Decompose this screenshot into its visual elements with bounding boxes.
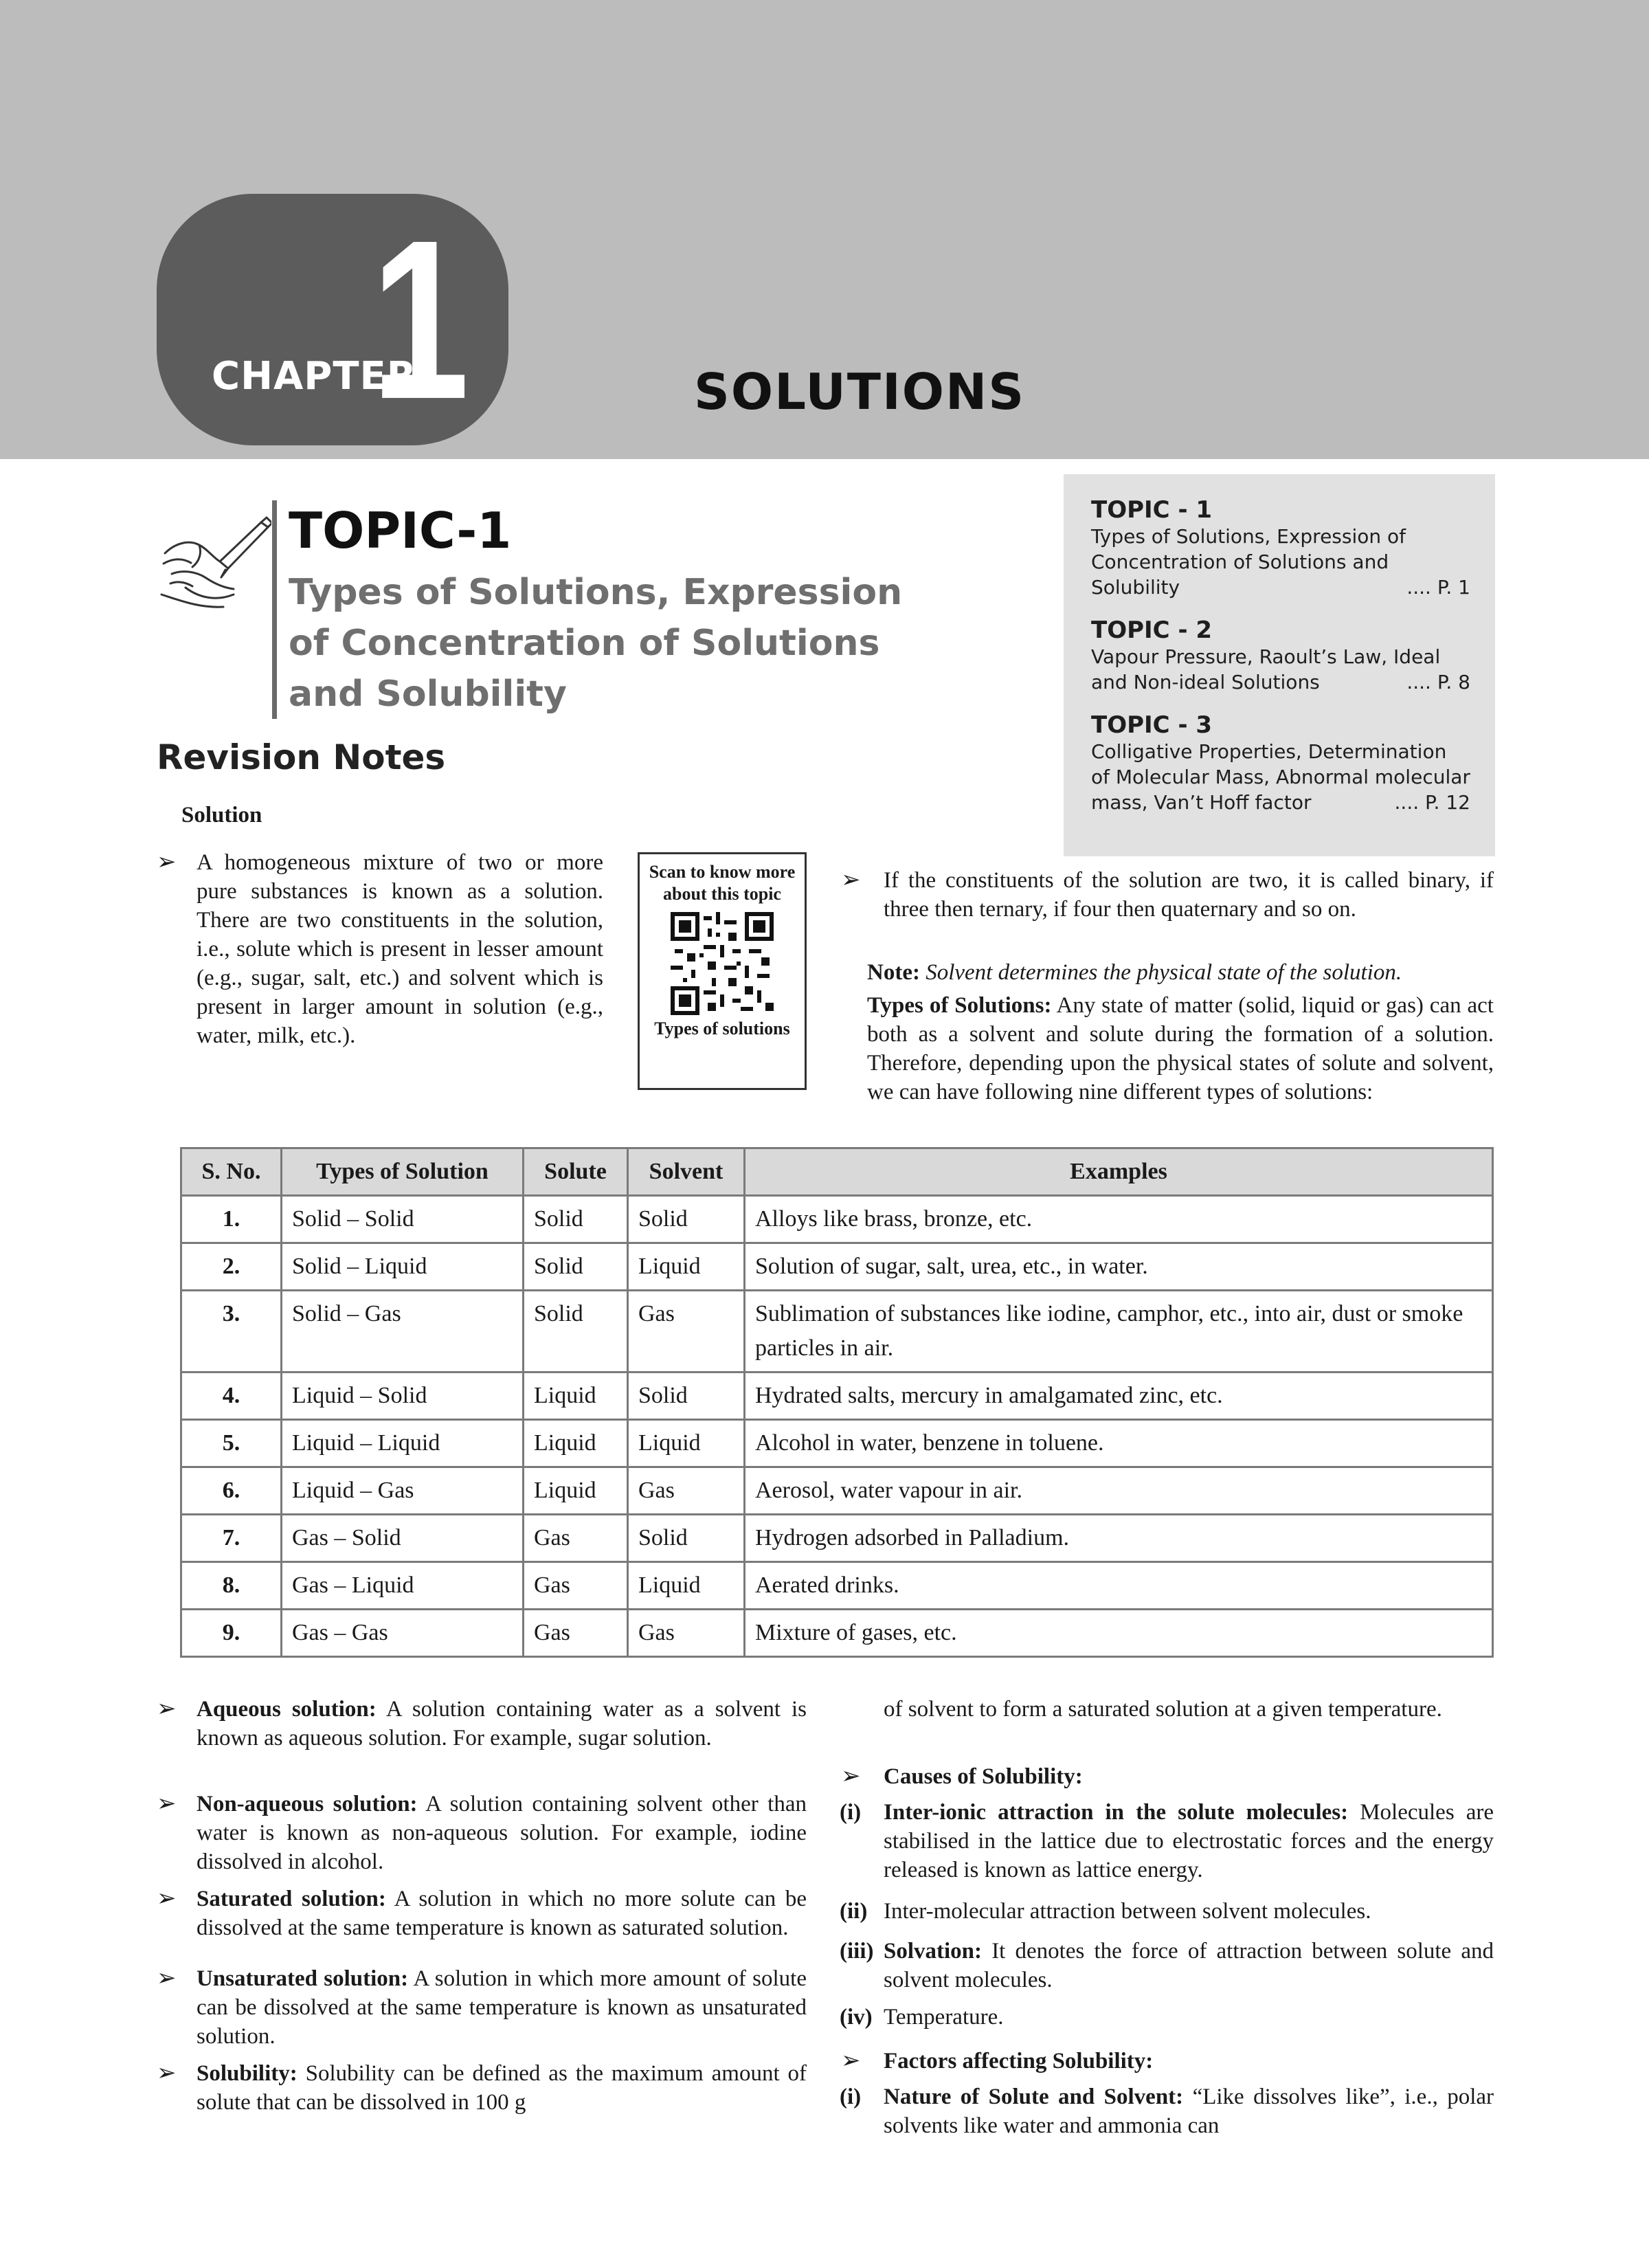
index-topic-desc: Colligative Properties, Determination of Molecular Mass, Abnormal molecular mass, Van’t Hoff factor	[1091, 740, 1470, 814]
table-cell: Solution of sugar, salt, urea, etc., in water.	[745, 1243, 1493, 1291]
factor-label: Nature of Solute and Solvent:	[884, 2084, 1184, 2109]
cause-number: (iv)	[840, 2005, 873, 2030]
bullet-arrow-icon: ➢	[157, 2060, 177, 2086]
table-cell: Liquid	[524, 1467, 628, 1515]
factors-heading: Factors affecting Solubility:	[884, 2049, 1154, 2074]
table-cell: Gas	[524, 1515, 628, 1562]
definition-item	[197, 1695, 807, 1753]
table-cell: Alloys like brass, bronze, etc.	[745, 1196, 1493, 1243]
cause-text: Inter-molecular attraction between solvent molecules.	[884, 1899, 1371, 1924]
definition-item	[197, 1885, 807, 1942]
bullet-arrow-icon: ➢	[841, 867, 861, 893]
table-cell: Gas	[524, 1610, 628, 1657]
bullet-arrow-icon: ➢	[157, 1886, 177, 1911]
topic-subtitle: Types of Solutions, Expression of Concentration of Solutions and Solubility	[289, 572, 903, 715]
table-cell: 5.	[181, 1420, 282, 1467]
definition-text: A solution in which more amount of solute can be dissolved at the same temperature is known as unsaturated solution.	[197, 1966, 807, 2049]
table-row	[181, 1515, 1493, 1562]
table-cell: Solid	[628, 1372, 745, 1420]
table-cell: Solid	[524, 1196, 628, 1243]
bullet-arrow-icon: ➢	[841, 1764, 861, 1789]
note-text: Solvent determines the physical state of the solution.	[926, 960, 1402, 985]
definition-text: A solution in which no more solute can be dissolved at the same temperature is known as saturated solution.	[197, 1887, 807, 1940]
chapter-number: 1	[371, 192, 470, 446]
table-cell: Gas	[524, 1562, 628, 1610]
table-cell: Liquid	[628, 1420, 745, 1467]
table-cell: Liquid – Liquid	[282, 1420, 524, 1467]
qr-code-icon[interactable]	[671, 912, 774, 1015]
table-cell: Liquid	[628, 1243, 745, 1291]
cause-label: Inter-ionic attraction in the solute molecules:	[884, 1800, 1349, 1825]
table-cell: 8.	[181, 1562, 282, 1610]
cause-text: Molecules are stabilised in the lattice due to electrostatic forces and the energy released is known as lattice energy.	[884, 1800, 1494, 1882]
types-text: Any state of matter (solid, liquid or gas) can act both as a solvent and solute during the formation of a solution. Therefore, depending upon the physical states of solute and solvent, we can have following nine different types of solutions:	[867, 993, 1494, 1104]
index-topic-entry	[1091, 739, 1470, 815]
solution-subheading: Solution	[181, 803, 262, 827]
index-topic-page: .... P. 8	[1406, 671, 1470, 693]
cause-number: (iii)	[840, 1939, 874, 1964]
table-cell: Solid	[524, 1291, 628, 1372]
factor-text: “Like dissolves like”, i.e., polar solvents like water and ammonia can	[884, 2084, 1494, 2138]
table-cell: Solid	[628, 1515, 745, 1562]
cause-text: Temperature.	[884, 2005, 1004, 2030]
definition-item	[197, 2059, 807, 2117]
definition-text: Solubility can be defined as the maximum amount of solute that can be dissolved in 100 g	[197, 2061, 807, 2115]
topic-index-box	[1064, 474, 1495, 856]
table-cell: Solid – Solid	[282, 1196, 524, 1243]
table-cell: Gas – Solid	[282, 1515, 524, 1562]
definition-label: Non-aqueous solution:	[197, 1792, 418, 1816]
table-cell: Mixture of gases, etc.	[745, 1610, 1493, 1657]
cause-number: (ii)	[840, 1899, 868, 1924]
definition-label: Saturated solution:	[197, 1887, 386, 1911]
table-cell: Solid	[628, 1196, 745, 1243]
column-header: Types of Solution	[282, 1148, 524, 1196]
table-cell: Hydrated salts, mercury in amalgamated zinc, etc.	[745, 1372, 1493, 1420]
table-cell: Gas	[628, 1467, 745, 1515]
cause-item	[884, 2003, 1494, 2032]
causes-heading: Causes of Solubility:	[884, 1764, 1083, 1789]
index-topic-entry	[1091, 524, 1470, 600]
binary-definition: If the constituents of the solution are two, it is called binary, if three then ternary, if four then quaternary and so on.	[884, 868, 1494, 922]
note-label: Note:	[867, 960, 920, 985]
table-row	[181, 1467, 1493, 1515]
table-cell: Alcohol in water, benzene in toluene.	[745, 1420, 1493, 1467]
revision-notes-heading: Revision Notes	[157, 737, 446, 777]
table-cell: Liquid	[628, 1562, 745, 1610]
solubility-continued: of solvent to form a saturated solution at a given temperature.	[884, 1697, 1442, 1722]
column-header: Solvent	[628, 1148, 745, 1196]
table-cell: 3.	[181, 1291, 282, 1372]
table-cell: 4.	[181, 1372, 282, 1420]
table-cell: Liquid – Gas	[282, 1467, 524, 1515]
table-header-row	[181, 1148, 1493, 1196]
table-row	[181, 1562, 1493, 1610]
table-row	[181, 1291, 1493, 1372]
bullet-arrow-icon: ➢	[157, 849, 177, 875]
definition-item	[197, 1790, 807, 1876]
column-header: Examples	[745, 1148, 1493, 1196]
table-cell: Liquid – Solid	[282, 1372, 524, 1420]
definition-text: A solution containing solvent other than water is known as non-aqueous solution. For example, iodine dissolved in alcohol.	[197, 1792, 807, 1874]
table-row	[181, 1243, 1493, 1291]
bullet-arrow-icon: ➢	[157, 1966, 177, 1991]
table-cell: Sublimation of substances like iodine, camphor, etc., into air, dust or smoke particles in air.	[745, 1291, 1493, 1372]
bullet-arrow-icon: ➢	[157, 1791, 177, 1816]
index-topic-desc: Types of Solutions, Expression of Concentration of Solutions and Solubility	[1091, 525, 1406, 599]
table-cell: Liquid	[524, 1420, 628, 1467]
table-cell: Solid – Gas	[282, 1291, 524, 1372]
table-row	[181, 1420, 1493, 1467]
definition-label: Solubility:	[197, 2061, 298, 2086]
definition-label: Aqueous solution:	[197, 1697, 377, 1722]
factor-number: (i)	[840, 2084, 862, 2109]
factor-item	[884, 2082, 1494, 2140]
table-cell: Aerated drinks.	[745, 1562, 1493, 1610]
table-cell: Gas	[628, 1291, 745, 1372]
index-topic-desc: Vapour Pressure, Raoult’s Law, Ideal and Non-ideal Solutions	[1091, 645, 1441, 693]
cause-label: Solvation:	[884, 1939, 983, 1964]
definition-item	[197, 1964, 807, 2051]
table-cell: Gas	[628, 1610, 745, 1657]
types-paragraph	[867, 991, 1494, 1107]
index-topic-page: .... P. 12	[1394, 791, 1470, 814]
table-cell: 6.	[181, 1467, 282, 1515]
types-label: Types of Solutions:	[867, 993, 1052, 1018]
table-cell: Liquid	[524, 1372, 628, 1420]
table-cell: 1.	[181, 1196, 282, 1243]
index-topic-entry	[1091, 644, 1470, 695]
table-cell: 7.	[181, 1515, 282, 1562]
solution-definition: A homogeneous mixture of two or more pure substances is known as a solution. There are two constituents in the solution, i.e., solute which is present in lesser amount (e.g., sugar, salt, etc.) and solvent which is present in larger amount in solution (e.g., water, milk, etc.).	[197, 850, 603, 1048]
table-cell: Gas – Gas	[282, 1610, 524, 1657]
solution-types-table	[180, 1147, 1494, 1658]
index-topic-page: .... P. 1	[1406, 576, 1470, 599]
bullet-arrow-icon: ➢	[841, 2048, 861, 2074]
definition-text: A solution containing water as a solvent is known as aqueous solution. For example, sugar solution.	[197, 1697, 807, 1750]
table-row	[181, 1196, 1493, 1243]
column-header: Solute	[524, 1148, 628, 1196]
note-paragraph	[867, 958, 1494, 987]
qr-caption-top: Scan to know more about this topic	[649, 862, 796, 904]
bullet-arrow-icon: ➢	[157, 1696, 177, 1722]
qr-caption-bottom: Types of solutions	[654, 1019, 790, 1038]
chapter-title: SOLUTIONS	[694, 363, 1026, 421]
index-topic-title: TOPIC - 3	[1091, 711, 1213, 739]
table-row	[181, 1372, 1493, 1420]
index-topic-title: TOPIC - 1	[1091, 496, 1213, 524]
cause-text: It denotes the force of attraction between solute and solvent molecules.	[884, 1939, 1494, 1992]
topic-divider	[272, 500, 277, 719]
table-cell: Solid	[524, 1243, 628, 1291]
table-body	[181, 1196, 1493, 1657]
table-cell: 2.	[181, 1243, 282, 1291]
index-topic-title: TOPIC - 2	[1091, 616, 1213, 644]
table-cell: Hydrogen adsorbed in Palladium.	[745, 1515, 1493, 1562]
definition-label: Unsaturated solution:	[197, 1966, 409, 1991]
qr-box[interactable]	[638, 852, 807, 1090]
table-cell: Gas – Liquid	[282, 1562, 524, 1610]
cause-item	[884, 1897, 1494, 1926]
cause-item	[884, 1937, 1494, 1994]
cause-number: (i)	[840, 1800, 862, 1825]
column-header: S. No.	[181, 1148, 282, 1196]
cause-item	[884, 1798, 1494, 1885]
table-row	[181, 1610, 1493, 1657]
table-cell: 9.	[181, 1610, 282, 1657]
writing-hand-icon	[158, 512, 271, 612]
chapter-label: CHAPTER	[212, 354, 417, 399]
table-cell: Solid – Liquid	[282, 1243, 524, 1291]
topic-heading: TOPIC-1	[289, 502, 512, 559]
table-cell: Aerosol, water vapour in air.	[745, 1467, 1493, 1515]
